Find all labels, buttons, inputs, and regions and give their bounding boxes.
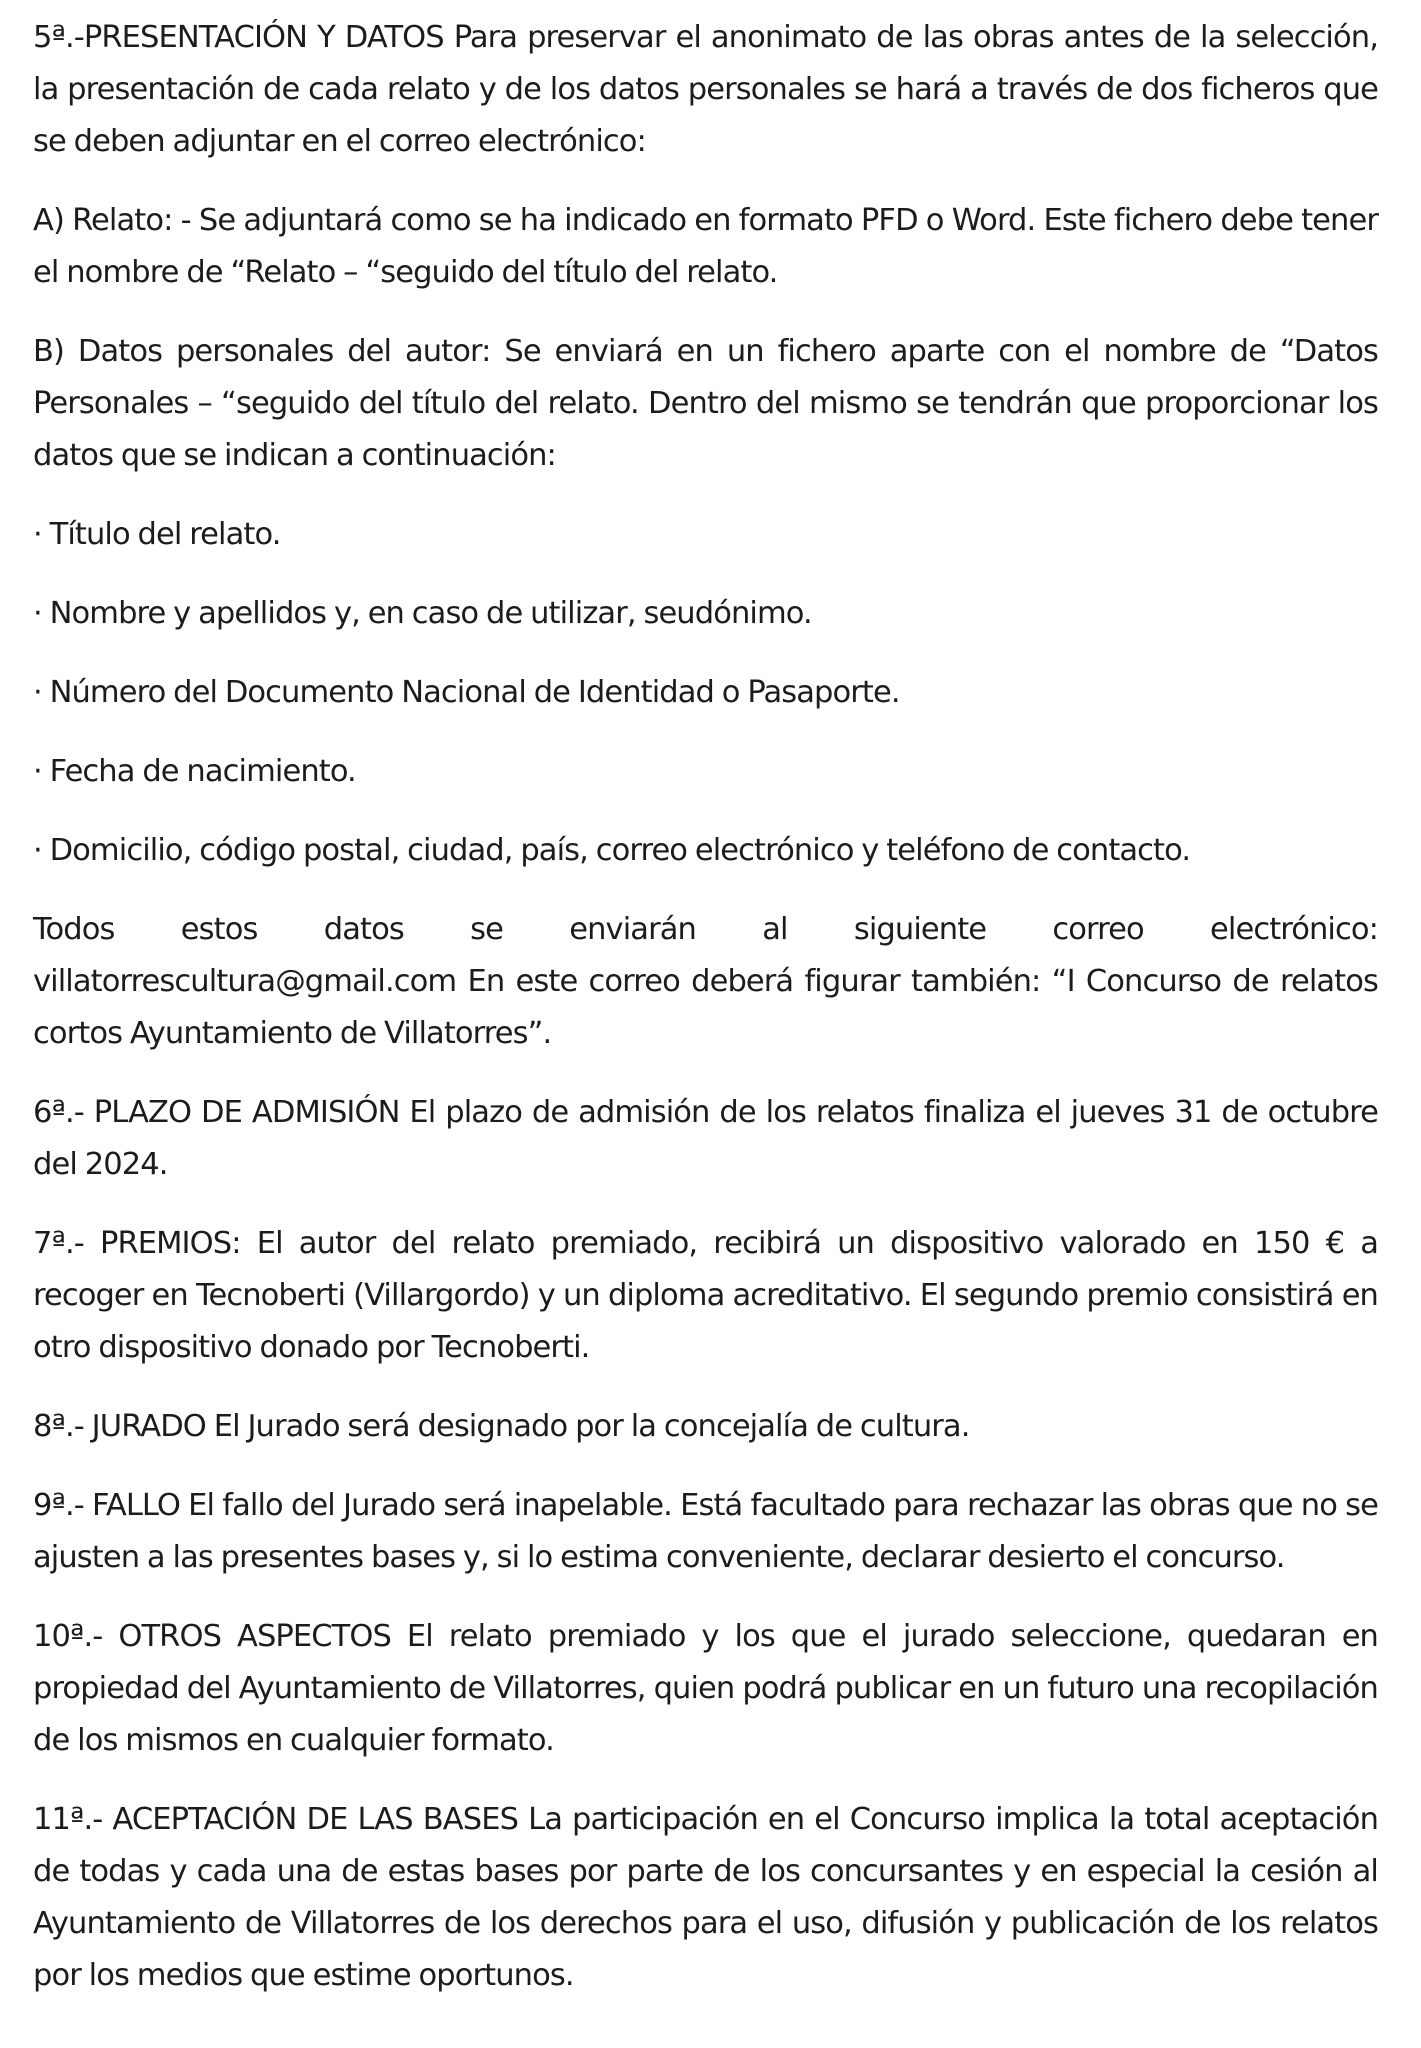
- email-details: villatorrescultura@gmail.com En este correo deberá figurar también: “I Concurso de relatos cortos Ayuntamiento de Villatorres”.: [33, 964, 1378, 1051]
- list-item-documento: · Número del Documento Nacional de Identidad o Pasaporte.: [33, 675, 900, 710]
- section-8-jurado: 8ª.- JURADO El Jurado será designado por la concejalía de cultura.: [33, 1409, 970, 1444]
- list-item-nombre: · Nombre y apellidos y, en caso de utilizar, seudónimo.: [33, 596, 812, 631]
- section-6-plazo: 6ª.- PLAZO DE ADMISIÓN El plazo de admisión de los relatos finaliza el jueves 31 de octubre del 2024.: [33, 1095, 1378, 1182]
- section-5-email: [33, 904, 1378, 1060]
- section-10-otros-aspectos: 10ª.- OTROS ASPECTOS El relato premiado y los que el jurado seleccione, quedaran en propiedad del Ayuntamiento de Villatorres, quien podrá publicar en un futuro una recopilación de los mismos en cualquier formato.: [33, 1619, 1378, 1758]
- section-11-aceptacion: 11ª.- ACEPTACIÓN DE LAS BASES La participación en el Concurso implica la total aceptación de todas y cada una de estas bases por parte de los concursantes y en especial la cesión al Ayuntamiento de Villatorres de los derechos para el uso, difusión y publicación de los relatos por los medios que estime oportunos.: [33, 1802, 1378, 1993]
- list-item-titulo: · Título del relato.: [33, 517, 281, 552]
- email-intro-line: Todos estos datos se enviarán al siguiente correo electrónico:: [33, 912, 1378, 947]
- section-5-datos-personales: B) Datos personales del autor: Se enviará en un fichero aparte con el nombre de “Datos Personales – “seguido del título del relato. Dentro del mismo se tendrán que proporcionar los datos que se indican a continuación:: [33, 334, 1378, 473]
- section-5-intro: 5ª.-PRESENTACIÓN Y DATOS Para preservar el anonimato de las obras antes de la selección, la presentación de cada relato y de los datos personales se hará a través de dos ficheros que se deben adjuntar en el correo electrónico:: [33, 20, 1378, 159]
- section-5-relato: A) Relato: - Se adjuntará como se ha indicado en formato PFD o Word. Este fichero debe tener el nombre de “Relato – “seguido del título del relato.: [33, 203, 1378, 290]
- section-7-premios: 7ª.- PREMIOS: El autor del relato premiado, recibirá un dispositivo valorado en 150 € a recoger en Tecnoberti (Villargordo) y un diploma acreditativo. El segundo premio consistirá en otro dispositivo donado por Tecnoberti.: [33, 1226, 1378, 1365]
- document-page: [33, 12, 1378, 2002]
- section-9-fallo: 9ª.- FALLO El fallo del Jurado será inapelable. Está facultado para rechazar las obras que no se ajusten a las presentes bases y, si lo estima conveniente, declarar desierto el concurso.: [33, 1488, 1378, 1575]
- list-item-domicilio: · Domicilio, código postal, ciudad, país, correo electrónico y teléfono de contacto.: [33, 833, 1191, 868]
- list-item-fecha: · Fecha de nacimiento.: [33, 754, 356, 789]
